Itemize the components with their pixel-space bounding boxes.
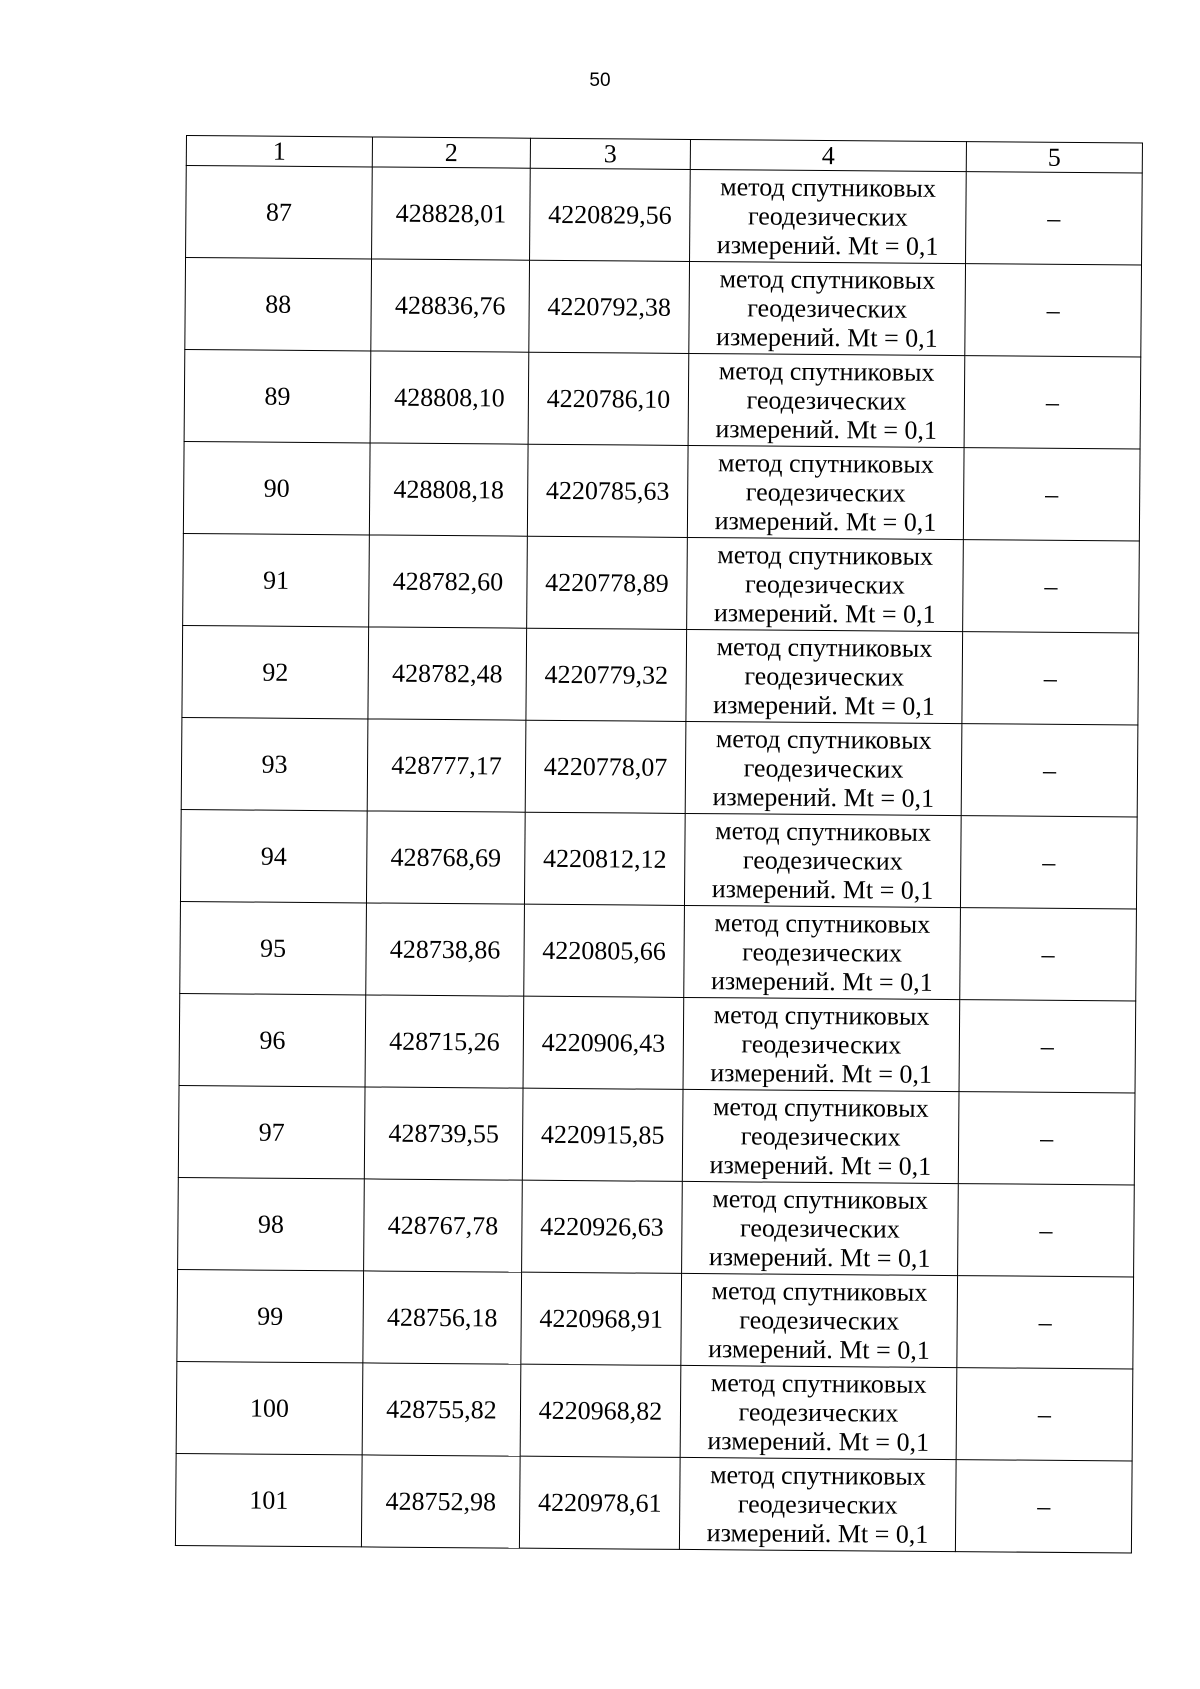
method-cell bbox=[687, 445, 964, 539]
method-line: метод спутниковых bbox=[716, 632, 933, 663]
method-line: метод спутниковых bbox=[713, 1000, 930, 1031]
header-cell-4: 4 bbox=[690, 139, 966, 171]
method-line: метод спутниковых bbox=[710, 1460, 926, 1491]
note-cell: – bbox=[964, 356, 1141, 449]
y-coordinate-cell: 4220778,07 bbox=[525, 720, 686, 813]
y-coordinate-cell: 4220812,12 bbox=[524, 812, 685, 905]
method-cell bbox=[686, 629, 963, 723]
method-cell bbox=[682, 1181, 959, 1275]
method-line: метод спутниковых bbox=[710, 1368, 927, 1399]
method-line: измерений. Mt = 0,1 bbox=[713, 598, 936, 629]
table-row bbox=[179, 993, 1136, 1093]
header-cell-2: 2 bbox=[372, 137, 530, 168]
x-coordinate-cell: 428777,17 bbox=[367, 719, 526, 812]
point-number-cell: 99 bbox=[177, 1269, 364, 1362]
y-coordinate-cell: 4220792,38 bbox=[529, 260, 690, 353]
y-coordinate-cell: 4220829,56 bbox=[530, 168, 691, 261]
point-number-cell: 101 bbox=[175, 1453, 362, 1546]
method-line: метод спутниковых bbox=[719, 264, 936, 295]
x-coordinate-cell: 428739,55 bbox=[364, 1087, 523, 1180]
method-line: измерений. Mt = 0,1 bbox=[710, 966, 933, 997]
method-line: измерений. Mt = 0,1 bbox=[712, 782, 935, 813]
method-cell bbox=[679, 1457, 956, 1551]
method-cell bbox=[684, 905, 961, 999]
y-coordinate-cell: 4220779,32 bbox=[526, 628, 687, 721]
method-cell bbox=[688, 353, 965, 447]
table-row bbox=[178, 1177, 1135, 1277]
table-row bbox=[177, 1269, 1134, 1369]
header-cell-1: 1 bbox=[186, 136, 372, 167]
note-cell: – bbox=[957, 1276, 1134, 1369]
method-line: измерений. Mt = 0,1 bbox=[706, 1518, 929, 1549]
method-cell bbox=[684, 813, 961, 907]
table-row bbox=[184, 349, 1141, 449]
note-cell: – bbox=[958, 1184, 1135, 1277]
method-line: геодезических bbox=[743, 753, 904, 784]
point-number-cell: 94 bbox=[180, 809, 367, 902]
method-line: измерений. Mt = 0,1 bbox=[711, 874, 934, 905]
method-line: метод спутниковых bbox=[717, 448, 934, 479]
table-row bbox=[185, 258, 1142, 358]
method-line: геодезических bbox=[740, 1121, 901, 1152]
y-coordinate-cell: 4220926,63 bbox=[522, 1180, 683, 1273]
note-cell: – bbox=[966, 172, 1143, 265]
note-cell: – bbox=[963, 448, 1140, 541]
note-cell: – bbox=[956, 1368, 1133, 1461]
method-line: метод спутниковых bbox=[712, 1092, 929, 1123]
y-coordinate-cell: 4220915,85 bbox=[522, 1088, 683, 1181]
x-coordinate-cell: 428752,98 bbox=[361, 1455, 520, 1548]
y-coordinate-cell: 4220786,10 bbox=[528, 352, 689, 445]
note-cell: – bbox=[960, 908, 1137, 1001]
method-line: измерений. Mt = 0,1 bbox=[710, 1058, 933, 1089]
method-line: измерений. Mt = 0,1 bbox=[715, 414, 938, 445]
method-line: метод спутниковых bbox=[715, 816, 932, 847]
y-coordinate-cell: 4220785,63 bbox=[527, 444, 688, 537]
note-cell: – bbox=[961, 724, 1138, 817]
method-line: метод спутниковых bbox=[717, 540, 934, 571]
method-line: геодезических bbox=[741, 1029, 902, 1060]
x-coordinate-cell: 428836,76 bbox=[371, 259, 530, 352]
note-cell: – bbox=[959, 1000, 1136, 1093]
method-line: геодезических bbox=[744, 661, 905, 692]
point-number-cell: 91 bbox=[183, 533, 370, 626]
coordinates-table bbox=[175, 135, 1143, 1553]
method-cell bbox=[681, 1273, 958, 1367]
y-coordinate-cell: 4220968,91 bbox=[521, 1272, 682, 1365]
x-coordinate-cell: 428808,18 bbox=[369, 443, 528, 536]
table-row bbox=[182, 625, 1139, 725]
method-line: метод спутниковых bbox=[720, 172, 937, 203]
method-cell bbox=[682, 1089, 959, 1183]
x-coordinate-cell: 428808,10 bbox=[370, 351, 529, 444]
method-line: измерений. Mt = 0,1 bbox=[708, 1334, 930, 1365]
x-coordinate-cell: 428828,01 bbox=[372, 167, 531, 260]
table-row bbox=[181, 717, 1138, 817]
point-number-cell: 97 bbox=[178, 1085, 365, 1178]
x-coordinate-cell: 428756,18 bbox=[363, 1271, 522, 1364]
method-line: геодезических bbox=[742, 937, 903, 968]
method-cell bbox=[680, 1365, 957, 1459]
x-coordinate-cell: 428782,60 bbox=[369, 535, 528, 628]
table-row bbox=[180, 901, 1137, 1001]
table-row bbox=[178, 1085, 1135, 1185]
note-cell: – bbox=[962, 632, 1139, 725]
note-cell: – bbox=[955, 1460, 1132, 1553]
y-coordinate-cell: 4220978,61 bbox=[519, 1456, 680, 1549]
y-coordinate-cell: 4220805,66 bbox=[524, 904, 685, 997]
point-number-cell: 95 bbox=[180, 901, 367, 994]
page-number: 50 bbox=[589, 70, 611, 91]
point-number-cell: 89 bbox=[184, 349, 371, 442]
point-number-cell: 93 bbox=[181, 717, 368, 810]
x-coordinate-cell: 428755,82 bbox=[362, 1363, 521, 1456]
method-line: измерений. Mt = 0,1 bbox=[714, 506, 937, 537]
point-number-cell: 96 bbox=[179, 993, 366, 1086]
note-cell: – bbox=[958, 1092, 1135, 1185]
table-row bbox=[175, 1453, 1132, 1553]
method-line: геодезических bbox=[739, 1213, 900, 1244]
table-row bbox=[186, 166, 1143, 266]
table-row bbox=[183, 441, 1140, 541]
point-number-cell: 87 bbox=[186, 166, 373, 259]
x-coordinate-cell: 428767,78 bbox=[364, 1179, 523, 1272]
point-number-cell: 92 bbox=[182, 625, 369, 718]
method-line: измерений. Mt = 0,1 bbox=[716, 230, 939, 261]
point-number-cell: 98 bbox=[178, 1177, 365, 1270]
method-line: измерений. Mt = 0,1 bbox=[707, 1426, 930, 1457]
method-cell bbox=[683, 997, 960, 1091]
y-coordinate-cell: 4220778,89 bbox=[527, 536, 688, 629]
method-line: метод спутниковых bbox=[715, 724, 932, 755]
method-cell bbox=[689, 261, 966, 355]
method-line: геодезических bbox=[747, 293, 908, 324]
method-line: измерений. Mt = 0,1 bbox=[708, 1242, 931, 1273]
note-cell: – bbox=[965, 264, 1142, 357]
point-number-cell: 90 bbox=[183, 441, 370, 534]
method-line: метод спутниковых bbox=[718, 356, 935, 387]
method-line: метод спутниковых bbox=[711, 1276, 928, 1307]
table-row bbox=[180, 809, 1137, 909]
table-row bbox=[183, 533, 1140, 633]
method-line: метод спутниковых bbox=[712, 1184, 929, 1215]
method-line: геодезических bbox=[742, 845, 903, 876]
method-line: метод спутниковых bbox=[714, 908, 931, 939]
x-coordinate-cell: 428715,26 bbox=[365, 995, 524, 1088]
method-cell bbox=[687, 537, 964, 631]
method-line: геодезических bbox=[745, 477, 906, 508]
point-number-cell: 88 bbox=[185, 258, 372, 351]
method-line: измерений. Mt = 0,1 bbox=[709, 1150, 932, 1181]
note-cell: – bbox=[963, 540, 1140, 633]
header-cell-3: 3 bbox=[530, 138, 690, 169]
method-line: геодезических bbox=[739, 1305, 900, 1336]
x-coordinate-cell: 428738,86 bbox=[366, 903, 525, 996]
y-coordinate-cell: 4220968,82 bbox=[520, 1364, 681, 1457]
point-number-cell: 100 bbox=[176, 1361, 363, 1454]
note-cell: – bbox=[960, 816, 1137, 909]
y-coordinate-cell: 4220906,43 bbox=[523, 996, 684, 1089]
method-line: измерений. Mt = 0,1 bbox=[716, 322, 938, 353]
method-line: измерений. Mt = 0,1 bbox=[713, 690, 935, 721]
header-cell-5: 5 bbox=[966, 142, 1142, 173]
method-cell bbox=[685, 721, 962, 815]
method-line: геодезических bbox=[747, 201, 908, 232]
method-line: геодезических bbox=[746, 385, 907, 416]
method-line: геодезических bbox=[737, 1489, 898, 1520]
table-body bbox=[175, 166, 1142, 1553]
table-row bbox=[176, 1361, 1133, 1461]
x-coordinate-cell: 428768,69 bbox=[366, 811, 525, 904]
method-line: геодезических bbox=[745, 569, 905, 600]
method-cell bbox=[690, 169, 967, 263]
method-line: геодезических bbox=[738, 1397, 899, 1428]
x-coordinate-cell: 428782,48 bbox=[368, 627, 527, 720]
